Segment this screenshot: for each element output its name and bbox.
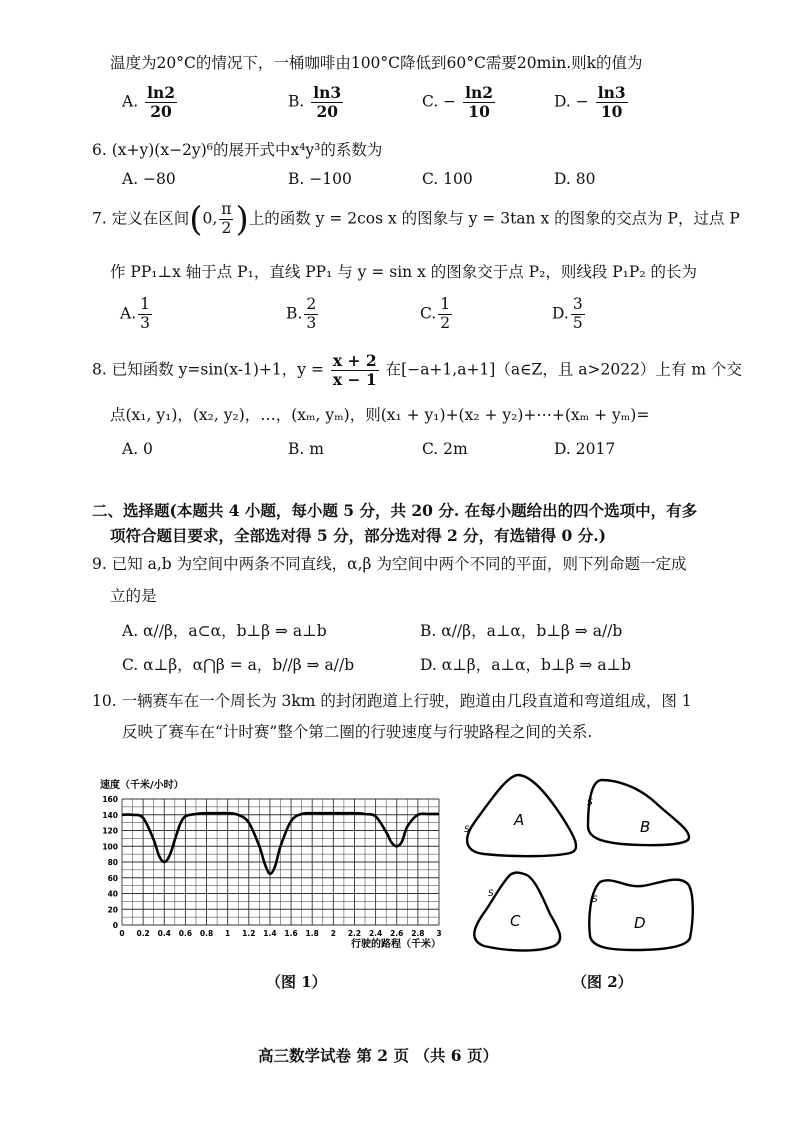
x-tick-label: 1.2: [242, 929, 256, 938]
numerator: ln2: [465, 83, 494, 102]
q6-option-a: A. −80: [122, 170, 176, 188]
q8-option-c: C. 2m: [422, 440, 468, 458]
chart-y-ticks: [102, 795, 118, 930]
option-label: C.: [420, 304, 437, 323]
denominator: x − 1: [332, 369, 377, 389]
track-c-label: C: [510, 912, 521, 930]
track-shapes-figure: [462, 768, 712, 958]
option-label: D.: [552, 304, 569, 323]
section2-line1: 二、选择题(本题共 4 小题，每小题 5 分，共 20 分. 在每小题给出的四个选项中，有多: [92, 501, 698, 520]
denominator: 3: [306, 313, 317, 332]
q9-option-a: A. α//β，a⊂α，b⊥β ⇒ a⊥b: [122, 622, 327, 640]
option-fraction: [145, 84, 177, 121]
q5-option-c: [422, 84, 497, 121]
speed-distance-chart: [95, 775, 455, 955]
denominator: 2: [221, 218, 232, 237]
x-tick-label: 2.8: [411, 929, 425, 938]
option-label: B.: [288, 92, 305, 111]
numerator: 1: [440, 295, 451, 313]
q5-option-d: [554, 84, 630, 121]
numerator: ln3: [597, 83, 626, 102]
option-label: A.: [120, 304, 137, 323]
x-tick-label: 0.2: [136, 929, 150, 938]
option-fraction: [571, 296, 585, 333]
y-tick-label: 80: [107, 858, 118, 867]
q10-stem-line2: 反映了赛车在“计时赛”整个第二圈的行驶速度与行驶路程之间的关系.: [122, 723, 593, 741]
q10-stem-line1: 10. 一辆赛车在一个周长为 3km 的封闭跑道上行驶，跑道由几段直道和弯道组成，图 1: [92, 692, 692, 710]
q8-stem-part: 8. 已知函数 y=sin(x-1)+1，y =: [92, 360, 324, 379]
x-tick-label: 0.8: [199, 929, 214, 938]
x-tick-label: 0: [119, 929, 125, 938]
track-b: [587, 780, 689, 845]
y-tick-label: 120: [102, 826, 118, 836]
option-fraction: [596, 84, 628, 121]
track-a-label: A: [514, 811, 525, 829]
q5-stem: 温度为20°C的情况下，一桶咖啡由100°C降低到60°C需要20min.则k的值为: [110, 54, 643, 72]
interval-left: 0,: [202, 209, 218, 228]
q6-option-d: D. 80: [554, 170, 596, 188]
denominator: 2: [440, 313, 451, 332]
figure2-caption: （图 2）: [572, 973, 633, 991]
y-tick-label: 140: [102, 810, 118, 820]
option-fraction: [304, 296, 318, 333]
track-a: [464, 775, 576, 856]
option-fraction: [463, 84, 495, 121]
figure1-caption: （图 1）: [266, 973, 327, 991]
page-footer: 高三数学试卷 第 2 页 （共 6 页）: [258, 1046, 498, 1065]
q6-stem: 6. (x+y)(x−2y)⁶的展开式中x⁴y³的系数为: [92, 141, 383, 159]
q8-option-b: B. m: [288, 440, 324, 458]
y-tick-label: 60: [107, 873, 118, 883]
x-tick-label: 1.4: [263, 929, 277, 938]
q8-stem-part: 在[−a+1,a+1]（a∈Z，且 a>2022）上有 m 个交: [385, 360, 742, 379]
x-tick-label: 3: [436, 929, 442, 938]
denominator: 10: [468, 101, 490, 121]
interval-open-paren: (: [189, 199, 203, 240]
q8-fraction: [331, 352, 379, 389]
numerator: ln3: [313, 83, 342, 102]
x-tick-label: 0.4: [157, 929, 171, 938]
x-tick-label: 2: [330, 929, 336, 938]
option-label: A.: [122, 92, 139, 111]
q9-option-b: B. α//β，a⊥α，b⊥β ⇒ a//b: [420, 622, 623, 640]
x-tick-label: 1.8: [305, 929, 319, 938]
track-b-start-mark: S: [587, 798, 593, 808]
denominator: 20: [150, 101, 172, 121]
chart-xlabel: 行驶的路程（千米）: [351, 939, 441, 950]
q8-option-d: D. 2017: [554, 440, 616, 458]
q5-option-a: [122, 84, 179, 121]
q7-option-c: [420, 296, 454, 333]
q5-option-b: [288, 84, 345, 121]
track-a-start-mark: S: [464, 825, 470, 835]
y-tick-label: 40: [107, 889, 118, 899]
denominator: 10: [600, 101, 623, 121]
interval-close-paren: ): [235, 199, 249, 240]
section2-line2: 项符合题目要求，全部选对得 5 分，部分选对得 2 分，有选错得 0 分.): [110, 526, 606, 545]
option-label: C.: [422, 92, 439, 111]
q7-option-d: [552, 296, 587, 333]
numerator: 2: [306, 295, 317, 313]
q7-stem-part: 7. 定义在区间: [92, 209, 190, 228]
option-fraction: [438, 296, 452, 333]
track-c-start-mark: S: [488, 889, 494, 899]
q7-stem-line1: [92, 201, 740, 238]
x-tick-label: 1: [225, 929, 231, 938]
numerator: x + 2: [332, 351, 377, 370]
q8-stem-line2: 点(x₁, y₁)，(x₂, y₂)，…，(xₘ, yₘ)，则(x₁ + y₁)+(x₂ + y₂)+⋯+(xₘ + yₘ)=: [110, 406, 650, 424]
numerator: π: [221, 200, 232, 218]
q8-stem-line1: [92, 352, 742, 389]
numerator: 3: [572, 295, 583, 313]
denominator: 3: [140, 313, 150, 332]
track-c: [474, 873, 560, 951]
x-tick-label: 0.6: [178, 929, 193, 938]
option-fraction: [311, 84, 343, 121]
numerator: ln2: [147, 83, 176, 102]
y-tick-label: 0: [112, 921, 118, 930]
q9-stem-line2: 立的是: [110, 587, 157, 605]
q8-option-a: A. 0: [122, 440, 153, 458]
option-label: D.: [554, 92, 571, 111]
interval-fraction: [219, 201, 233, 238]
option-label: B.: [286, 304, 303, 323]
option-sign: −: [575, 92, 589, 111]
denominator: 20: [316, 101, 339, 121]
q7-stem-line2: 作 PP₁⊥x 轴于点 P₁，直线 PP₁ 与 y = sin x 的图象交于点 P₂，则线段 P₁P₂ 的长为: [110, 263, 697, 281]
y-tick-label: 20: [107, 905, 118, 915]
q9-option-d: D. α⊥β，a⊥α，b⊥β ⇒ a⊥b: [420, 656, 632, 674]
track-d-label: D: [634, 914, 646, 932]
option-fraction: [138, 296, 152, 333]
q9-option-c: C. α⊥β，α⋂β = a，b//β ⇒ a//b: [122, 656, 355, 674]
x-tick-label: 2.4: [368, 929, 383, 938]
q9-stem-line1: 9. 已知 a,b 为空间中两条不同直线，α,β 为空间中两个不同的平面，则下列命题一定成: [92, 555, 687, 573]
q7-option-b: [286, 296, 320, 333]
q7-option-a: [120, 296, 154, 333]
track-b-outline: [588, 780, 689, 845]
track-d: [589, 880, 692, 950]
option-sign: −: [443, 92, 457, 111]
chart-grid: [122, 799, 439, 925]
x-tick-label: 2.2: [347, 929, 362, 938]
x-tick-label: 1.6: [284, 929, 298, 938]
q6-option-b: B. −100: [288, 170, 352, 188]
chart-x-ticks: [119, 929, 441, 938]
q6-option-c: C. 100: [422, 170, 473, 188]
denominator: 5: [572, 313, 583, 332]
y-tick-label: 100: [102, 842, 118, 852]
y-tick-label: 160: [102, 795, 118, 804]
track-b-label: B: [640, 818, 651, 836]
track-d-start-mark: S: [592, 895, 598, 905]
chart-ylabel: 速度（千米/小时）: [100, 780, 184, 791]
numerator: 1: [140, 295, 150, 313]
x-tick-label: 2.6: [390, 929, 404, 938]
q7-stem-part: 上的函数 y = 2cos x 的图象与 y = 3tan x 的图象的交点为 P，过点 P: [248, 209, 740, 228]
